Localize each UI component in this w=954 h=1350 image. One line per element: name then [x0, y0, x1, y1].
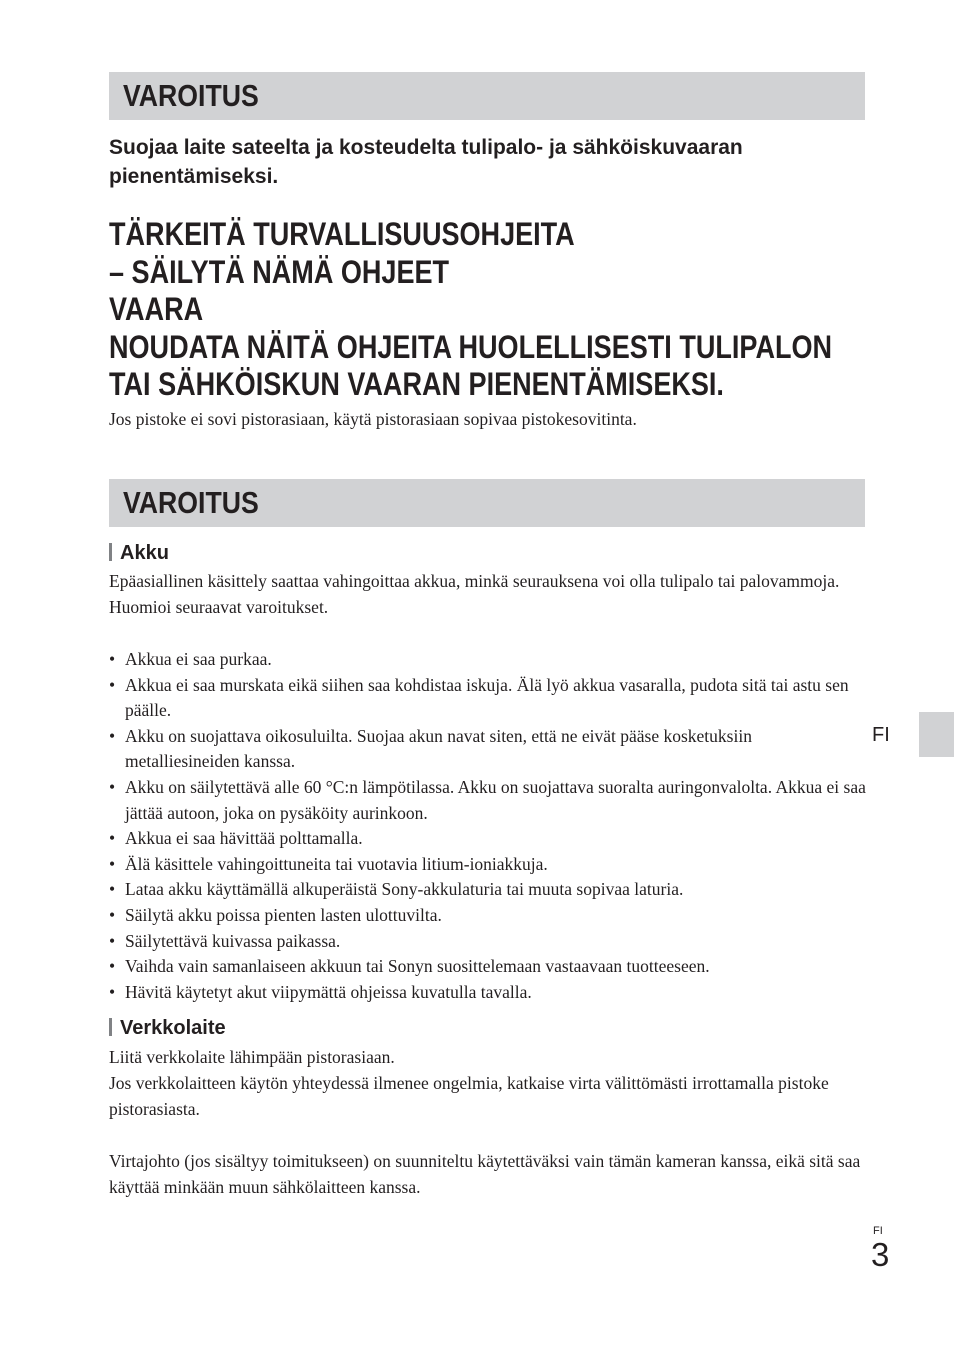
heading-line: VAARA: [109, 291, 204, 327]
warning-banner-title: VAROITUS: [123, 78, 259, 113]
adapter-title-text: Verkkolaite: [120, 1017, 226, 1039]
heading-line: TÄRKEITÄ TURVALLISUUSOHJEITA: [109, 216, 575, 252]
important-safety-heading: [109, 216, 870, 404]
battery-section-title: [109, 541, 169, 565]
list-item: • Säilytä akku poissa pienten lasten ulottuvilta.: [109, 903, 869, 929]
list-item: • Akkua ei saa murskata eikä siihen saa kohdistaa iskuja. Älä lyö akkua vasaralla, pudota sitä tai astu sen päälle.: [109, 673, 869, 724]
footer-language-code: FI: [873, 1225, 883, 1237]
list-item: • Hävitä käytetyt akut viipymättä ohjeissa kuvatulla tavalla.: [109, 980, 869, 1006]
language-side-tab: [919, 712, 954, 757]
battery-title-text: Akku: [120, 542, 169, 564]
heading-line: TAI SÄHKÖISKUN VAARAN PIENENTÄMISEKSI.: [109, 366, 724, 402]
list-item: • Säilytettävä kuivassa paikassa.: [109, 929, 869, 955]
battery-intro: Epäasiallinen käsittely saattaa vahingoittaa akkua, minkä seurauksena voi olla tulipalo tai palovammoja. Huomioi seuraavat varoitukset.: [109, 571, 840, 617]
warning-banner: [109, 72, 865, 120]
adapter-section-title: [109, 1016, 226, 1040]
warning-banner-title: VAROITUS: [123, 485, 259, 520]
section-marker: [109, 543, 112, 561]
heading-line: – SÄILYTÄ NÄMÄ OHJEET: [109, 253, 450, 290]
warning-banner: [109, 479, 865, 527]
list-item: • Akkua ei saa hävittää polttamalla.: [109, 826, 869, 852]
list-item: • Akku on säilytettävä alle 60 °C:n lämpötilassa. Akku on suojattava suoralta auringonvalolta. Akkua ei saa jättää autoon, joka on pysäköity aurinkoon.: [109, 775, 869, 826]
heading-line: NOUDATA NÄITÄ OHJEITA HUOLELLISESTI TULIPALON: [109, 328, 833, 365]
lead-warning-text: Suojaa laite sateelta ja kosteudelta tulipalo- ja sähköiskuvaaran pienentämiseksi.: [109, 136, 743, 188]
adapter-problem-note: Jos verkkolaitteen käytön yhteydessä ilmenee ongelmia, katkaise virta välittömästi irrottamalla pistoke pistorasiasta.: [109, 1073, 829, 1119]
list-item: • Lataa akku käyttämällä alkuperäistä Sony-akkulaturia tai muuta sopivaa laturia.: [109, 877, 869, 903]
list-item: • Vaihda vain samanlaiseen akkuun tai Sonyn suosittelemaan vastaavaan tuotteeseen.: [109, 954, 869, 980]
side-language-label: FI: [872, 724, 890, 746]
section-marker: [109, 1018, 112, 1036]
power-cord-note: Virtajohto (jos sisältyy toimitukseen) on suunniteltu käytettäväksi vain tämän kameran kanssa, eikä sitä saa käyttää minkään muun sähkölaitteen kanssa.: [109, 1151, 861, 1197]
list-item: • Älä käsittele vahingoittuneita tai vuotavia litium-ioniakkuja.: [109, 852, 869, 878]
page-number: 3: [871, 1236, 890, 1273]
adapter-instruction: Liitä verkkolaite lähimpään pistorasiaan.: [109, 1047, 395, 1067]
list-item: • Akku on suojattava oikosuluilta. Suojaa akun navat siten, että ne eivät pääse kosketuksiin metalliesineiden kanssa.: [109, 724, 869, 775]
plug-adapter-note: Jos pistoke ei sovi pistorasiaan, käytä pistorasiaan sopivaa pistokesovitinta.: [109, 409, 637, 429]
list-item: • Akkua ei saa purkaa.: [109, 647, 869, 673]
battery-warnings-list: [109, 647, 869, 1005]
